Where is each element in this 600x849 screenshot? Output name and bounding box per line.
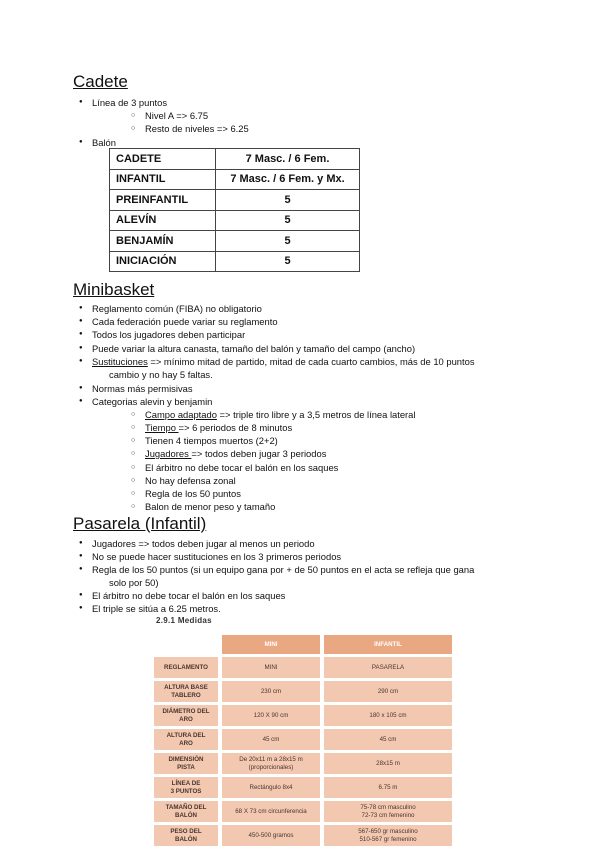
table-cell	[222, 801, 320, 822]
list-item: ○ No hay defensa zonal	[145, 474, 236, 487]
table-cell	[324, 825, 452, 846]
cell-line: PESO DEL	[170, 827, 202, 835]
underlined-label: Jugadores	[145, 448, 192, 459]
table-row	[110, 169, 360, 190]
row-label	[154, 729, 218, 750]
cell-line: 230 cm	[260, 687, 282, 695]
cell-line: PASARELA	[371, 663, 405, 671]
table-cell: ALEVÍN	[110, 210, 216, 231]
cell-line: DIÁMETRO DEL	[162, 707, 210, 715]
underlined-label: Sustituciones	[92, 356, 148, 367]
row-label	[154, 681, 218, 702]
row-label	[154, 777, 218, 798]
table-row	[154, 681, 452, 702]
list-item: ○ El árbitro no debe tocar el balón en los saques	[145, 461, 338, 474]
table-row	[110, 251, 360, 272]
table-row	[154, 753, 452, 774]
medidas-table	[150, 632, 456, 849]
list-item	[145, 421, 292, 434]
cell-line: 180 x 105 cm	[369, 711, 407, 719]
cell-line: 68 X 73 cm circunferencia	[235, 807, 307, 815]
table-row	[110, 190, 360, 211]
table-row	[154, 705, 452, 726]
cell-line: ALTURA BASE	[164, 683, 208, 691]
list-item: ○ Nivel A => 6.75	[145, 109, 208, 122]
table-cell	[324, 801, 452, 822]
table-cell: BENJAMÍN	[110, 231, 216, 252]
table-cell: 7 Masc. / 6 Fem.	[216, 149, 360, 170]
table-row	[154, 801, 452, 822]
table-cell: INICIACIÓN	[110, 251, 216, 272]
cell-line: ARO	[179, 715, 193, 723]
list-item: ● Todos los jugadores deben participar	[92, 328, 245, 341]
cell-line: 567-650 gr masculino	[358, 827, 418, 835]
cell-line: ALTURA DEL	[166, 731, 206, 739]
list-item: ○ Resto de niveles => 6.25	[145, 122, 249, 135]
section-title-cadete: Cadete	[73, 72, 128, 91]
cell-line: De 20x11 m a 28x15 m	[239, 755, 303, 763]
column-header-mini: MINI	[222, 635, 320, 654]
cell-line: 45 cm	[262, 735, 280, 743]
table-cell: 7 Masc. / 6 Fem. y Mx.	[216, 169, 360, 190]
cell-line: 3 PUNTOS	[170, 787, 202, 795]
table-cell	[222, 705, 320, 726]
cell-line: TAMAÑO DEL	[165, 803, 207, 811]
list-item-continuation: solo por 50)	[109, 577, 159, 588]
table-cell	[324, 657, 452, 678]
cell-line: MINI	[264, 663, 278, 671]
row-label	[154, 825, 218, 846]
list-item: ● Puede variar la altura canasta, tamaño del balón y tamaño del campo (ancho)	[92, 342, 415, 355]
table-cell	[324, 777, 452, 798]
cell-line: 72-73 cm femenino	[361, 811, 415, 819]
ball-size-table	[109, 148, 360, 272]
list-item: ● Línea de 3 puntos	[92, 96, 167, 109]
list-item: ○ Regla de los 50 puntos	[145, 487, 241, 500]
table-corner	[154, 635, 218, 654]
cell-line: 510-567 gr femenino	[359, 835, 417, 843]
underlined-label: Campo adaptado	[145, 409, 217, 420]
table-cell	[324, 705, 452, 726]
table-cell: 5	[216, 210, 360, 231]
row-label	[154, 705, 218, 726]
table-cell	[222, 681, 320, 702]
cell-line: BALÓN	[175, 835, 197, 843]
list-item-text: => todos deben jugar 3 periodos	[191, 448, 327, 459]
section-title-minibasket: Minibasket	[73, 280, 155, 299]
list-item-text: => triple tiro libre y a 3,5 metros de línea lateral	[216, 409, 416, 420]
cell-line: TABLERO	[171, 691, 201, 699]
list-item: ● Regla de los 50 puntos (si un equipo gana por + de 50 puntos en el acta se refleja que gana	[92, 563, 474, 576]
list-item: ● Jugadores => todos deben jugar al menos un periodo	[92, 537, 315, 550]
table-cell: INFANTIL	[110, 169, 216, 190]
table-cell: 5	[216, 231, 360, 252]
cell-line: 28x15 m	[376, 759, 400, 767]
table-cell	[222, 729, 320, 750]
table-cell	[222, 825, 320, 846]
table-cell	[222, 753, 320, 774]
table-cell	[324, 729, 452, 750]
table-cell	[222, 657, 320, 678]
table-row	[154, 657, 452, 678]
list-item: ● No se puede hacer sustituciones en los 3 primeros periodos	[92, 550, 341, 563]
table-row	[110, 210, 360, 231]
cell-line: PISTA	[177, 763, 195, 771]
row-label	[154, 657, 218, 678]
cell-line: 6.75 m	[378, 783, 398, 791]
row-label	[154, 801, 218, 822]
table-cell	[324, 753, 452, 774]
table-row	[110, 149, 360, 170]
table-row	[154, 825, 452, 846]
cell-line: (proporcionales)	[248, 763, 294, 771]
table-cell: 5	[216, 190, 360, 211]
table-row	[154, 729, 452, 750]
section-title-pasarela: Pasarela (Infantil)	[73, 514, 207, 533]
list-item: ● Normas más permisivas	[92, 382, 193, 395]
table-cell: CADETE	[110, 149, 216, 170]
list-item-text: => 6 periodos de 8 minutos	[178, 422, 293, 433]
list-item: ● El árbitro no debe tocar el balón en los saques	[92, 589, 285, 602]
list-item: ● Cada federación puede variar su reglamento	[92, 315, 278, 328]
list-item: ● Reglamento común (FIBA) no obligatorio	[92, 302, 262, 315]
table-cell	[222, 777, 320, 798]
list-item: ○ Balon de menor peso y tamaño	[145, 500, 275, 513]
list-item: ● Categorias alevin y benjamin	[92, 395, 212, 408]
cell-line: 290 cm	[377, 687, 399, 695]
list-item: ● El triple se sitúa a 6.25 metros.	[92, 602, 221, 615]
table-cell: PREINFANTIL	[110, 190, 216, 211]
column-header-infantil: INFANTIL	[324, 635, 452, 654]
table-cell: 5	[216, 251, 360, 272]
cell-line: Rectángulo 8x4	[249, 783, 293, 791]
table-row	[154, 777, 452, 798]
list-item-text: => mínimo mitad de partido, mitad de cada cuarto cambios, más de 10 puntos	[147, 356, 475, 367]
cell-line: REGLAMENTO	[164, 663, 208, 671]
table-row	[110, 231, 360, 252]
list-item	[92, 355, 475, 368]
cell-line: BALÓN	[175, 811, 197, 819]
cell-line: 450-500 gramos	[248, 831, 294, 839]
list-item	[145, 447, 326, 460]
cell-line: 45 cm	[379, 735, 397, 743]
list-item: ● Balón	[92, 136, 116, 149]
cell-line: DIMENSIÓN	[168, 755, 204, 763]
cell-line: 120 X 90 cm	[253, 711, 289, 719]
row-label	[154, 753, 218, 774]
table-cell	[324, 681, 452, 702]
cell-line: ARO	[179, 739, 193, 747]
list-item-continuation: cambio y no hay 5 faltas.	[109, 369, 213, 380]
table-header-row	[154, 635, 452, 654]
medidas-title: 2.9.1 Medidas	[156, 616, 212, 625]
underlined-label: Tiempo	[145, 422, 179, 433]
list-item	[145, 408, 415, 421]
cell-line: LÍNEA DE	[171, 779, 201, 787]
cell-line: 75-78 cm masculino	[360, 803, 416, 811]
list-item: ○ Tienen 4 tiempos muertos (2+2)	[145, 434, 278, 447]
